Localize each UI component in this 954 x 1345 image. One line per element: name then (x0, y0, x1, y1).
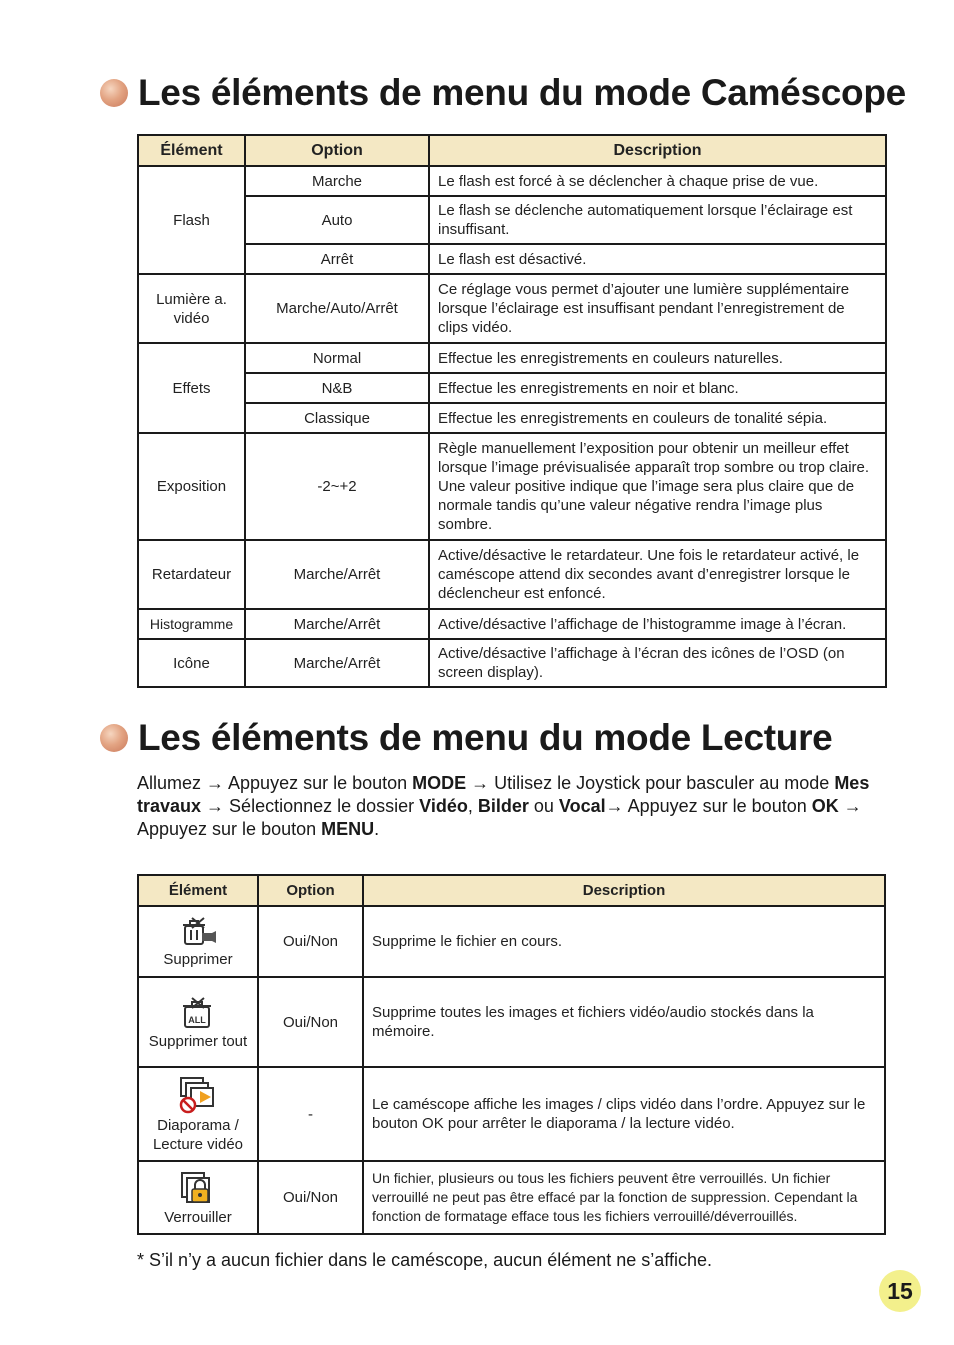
header-element: Élément (138, 135, 245, 166)
table-row (138, 166, 886, 196)
option-cell: - (258, 1067, 363, 1161)
description-cell: Supprime le fichier en cours. (363, 906, 885, 977)
option-cell: Marche (245, 166, 429, 196)
header-description: Description (363, 875, 885, 906)
description-cell: Active/désactive l’affichage à l’écran des icônes de l’OSD (on screen display). (429, 639, 886, 687)
table-row (138, 639, 886, 687)
section-title-text: Les éléments de menu du mode Caméscope (138, 72, 906, 113)
table-row (138, 433, 886, 540)
option-cell: Marche/Arrêt (245, 609, 429, 639)
section-title-camcorder (100, 72, 906, 114)
element-cell: Histogramme (138, 609, 245, 639)
description-cell: Active/désactive le retardateur. Une fois le retardateur activé, le caméscope attend dix secondes avant d’enregistrer lorsque le déclencheur est enfoncé. (429, 540, 886, 609)
table-row (138, 403, 886, 433)
description-cell: Effectue les enregistrements en couleurs de tonalité sépia. (429, 403, 886, 433)
element-cell: Icône (138, 639, 245, 687)
header-element: Élément (138, 875, 258, 906)
trash-single-icon (180, 916, 216, 948)
playback-instructions: Allumez → Appuyez sur le bouton MODE → Utilisez le Joystick pour basculer au mode Mes travaux → Sélectionnez le dossier Vidéo, Bilder ou Vocal→ Appuyez sur le bouton OK → Appuyez sur le bouton MENU. (137, 773, 870, 839)
playback-menu-table (137, 874, 886, 1235)
table-row (138, 977, 885, 1067)
table-row (138, 1161, 885, 1234)
description-cell: Active/désactive l’affichage de l’histogramme image à l’écran. (429, 609, 886, 639)
table-row (138, 373, 886, 403)
element-cell: Exposition (138, 433, 245, 540)
table-row (138, 906, 885, 977)
element-cell (138, 1161, 258, 1234)
svg-text:ALL: ALL (188, 1014, 206, 1025)
element-cell: Retardateur (138, 540, 245, 609)
description-cell: Le flash se déclenche automatiquement lorsque l’éclairage est insuffisant. (429, 196, 886, 244)
description-cell: Ce réglage vous permet d’ajouter une lumière supplémentaire lorsque l’éclairage est insuffisant pendant l’enregistrement de clips vidéo. (429, 274, 886, 343)
table-row (138, 244, 886, 274)
option-cell: Oui/Non (258, 906, 363, 977)
option-cell: Marche/Arrêt (245, 540, 429, 609)
option-cell: Marche/Auto/Arrêt (245, 274, 429, 343)
description-cell: Le caméscope affiche les images / clips vidéo dans l’ordre. Appuyez sur le bouton OK pour arrêter le diaporama / la lecture vidéo. (363, 1067, 885, 1161)
element-cell: Flash (138, 166, 245, 274)
table-row (138, 343, 886, 373)
option-cell: N&B (245, 373, 429, 403)
option-cell: Auto (245, 196, 429, 244)
description-cell: Le flash est forcé à se déclencher à chaque prise de vue. (429, 166, 886, 196)
element-cell: Effets (138, 343, 245, 433)
section-title-text: Les éléments de menu du mode Lecture (138, 717, 833, 758)
bullet-icon (100, 724, 128, 752)
bullet-icon (100, 79, 128, 107)
description-cell: Supprime toutes les images et fichiers vidéo/audio stockés dans la mémoire. (363, 977, 885, 1067)
element-cell: Lumière a. vidéo (138, 274, 245, 343)
table-row (138, 540, 886, 609)
option-cell: -2~+2 (245, 433, 429, 540)
trash-all-icon (180, 996, 216, 1030)
option-cell: Oui/Non (258, 977, 363, 1067)
lock-file-icon (179, 1170, 217, 1206)
camcorder-menu-table (137, 134, 887, 688)
footnote: * S’il n’y a aucun fichier dans le caméscope, aucun élément ne s’affiche. (137, 1250, 712, 1270)
element-label: Diaporama / Lecture vidéo (152, 1117, 244, 1153)
description-cell: Règle manuellement l’exposition pour obtenir un meilleur effet lorsque l’image prévisualisée apparaît trop sombre ou trop claire. Une valeur positive indique que l’image sera plus claire que de normale tandis qu’une valeur négative rendra l’image plus sombre. (429, 433, 886, 540)
element-label: Verrouiller (164, 1209, 232, 1226)
header-option: Option (245, 135, 429, 166)
description-cell: Effectue les enregistrements en couleurs naturelles. (429, 343, 886, 373)
section-title-playback (100, 717, 832, 759)
page-number: 15 (879, 1270, 921, 1312)
element-cell (138, 1067, 258, 1161)
slideshow-icon (178, 1076, 218, 1114)
description-cell: Un fichier, plusieurs ou tous les fichiers peuvent être verrouillés. Un fichier verrouillé ne peut pas être effacé par la fonction de suppression. Cependant la fonction de formatage efface tous les fichiers verrouillé/déverrouillés. (363, 1161, 885, 1234)
description-cell: Effectue les enregistrements en noir et blanc. (429, 373, 886, 403)
element-label: Supprimer tout (148, 1032, 248, 1050)
header-description: Description (429, 135, 886, 166)
table-row (138, 274, 886, 343)
element-cell (138, 906, 258, 977)
table-row (138, 196, 886, 244)
table-row (138, 609, 886, 639)
table-row (138, 1067, 885, 1161)
option-cell: Normal (245, 343, 429, 373)
option-cell: Classique (245, 403, 429, 433)
option-cell: Arrêt (245, 244, 429, 274)
description-cell: Le flash est désactivé. (429, 244, 886, 274)
option-cell: Oui/Non (258, 1161, 363, 1234)
option-cell: Marche/Arrêt (245, 639, 429, 687)
header-option: Option (258, 875, 363, 906)
element-cell (138, 977, 258, 1067)
element-label: Supprimer (163, 951, 233, 968)
